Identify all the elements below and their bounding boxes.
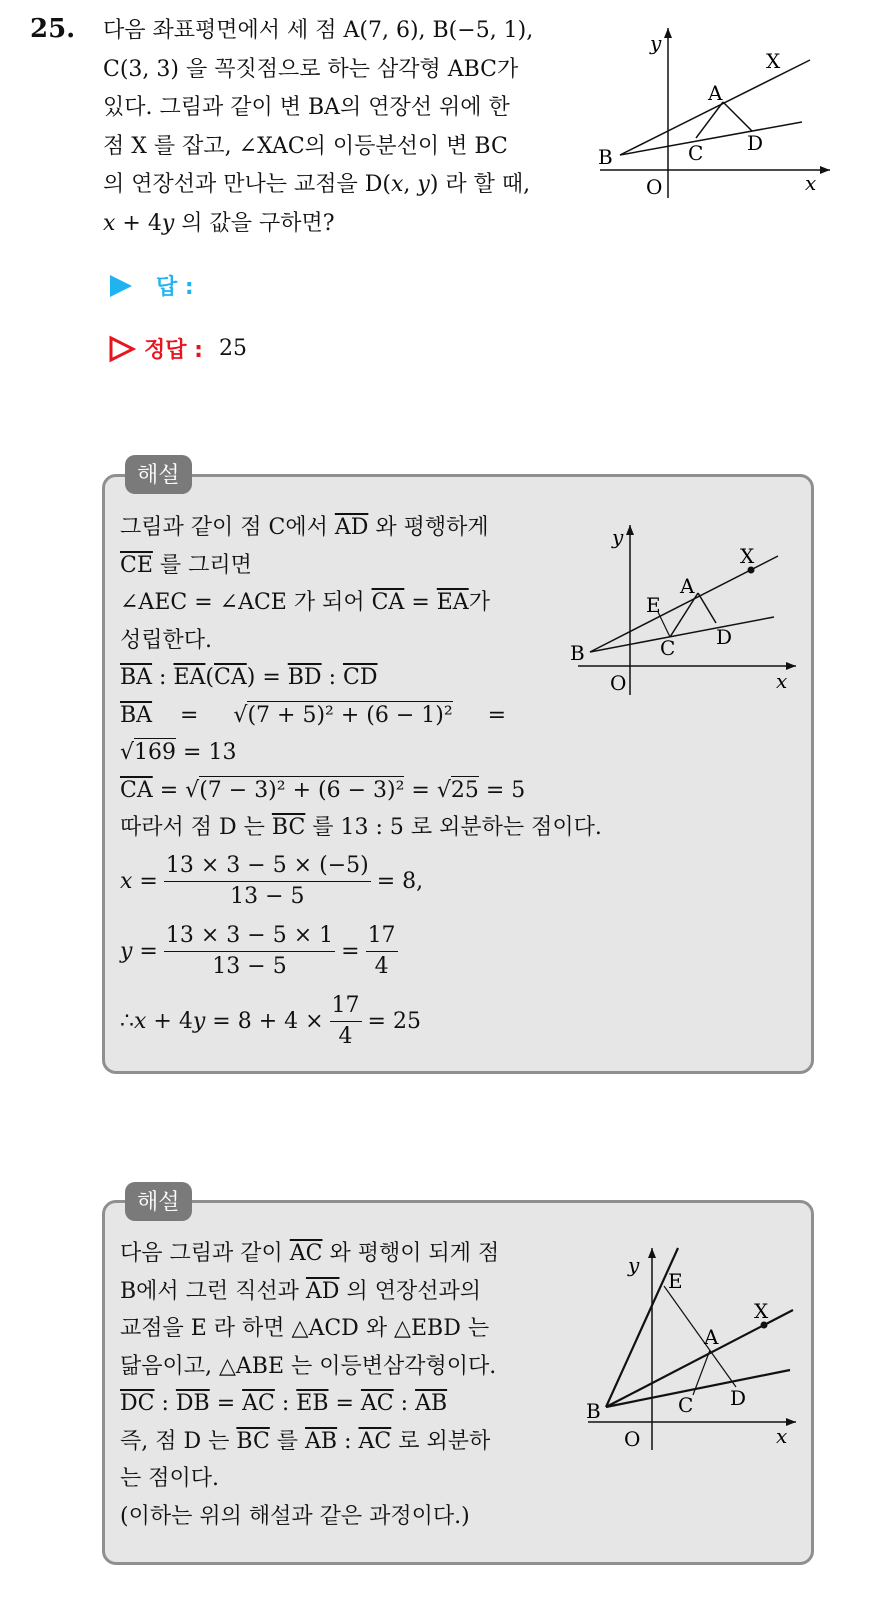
s2-label-O: O xyxy=(624,1427,641,1451)
solution1-line-1: 그림과 같이 점 C에서 $\overline{AD}$ 와 평행하게 xyxy=(120,515,489,540)
label-O: O xyxy=(646,175,663,199)
solution1-line-12: ∴ x + 4 y = 8 + 4 × $\frac{17}{4}$ = 25 xyxy=(120,993,421,1049)
s1-label-A: A xyxy=(680,574,695,598)
solution1-line-5: $\overline{BA}$ : $\overline{EA}(\overline{CA}) = \overline{BD}$ : $\overline{CD}$ xyxy=(120,665,378,690)
solution2-line-5: $\overline{DC}$ : $\overline{DB} = \overline{AC}$ : $\overline{EB} = \overline{AC}$ : $\overline{AB}$ xyxy=(120,1391,448,1416)
s2-label-y-axis: y xyxy=(628,1253,640,1277)
solution1-line-2: $\overline{CE}$ 를 그리면 xyxy=(120,552,252,578)
question-text xyxy=(103,12,583,243)
s1-label-x-axis: x xyxy=(776,669,788,693)
label-D: D xyxy=(747,131,764,155)
s2-label-A: A xyxy=(704,1325,719,1349)
solution1-line-9: 따라서 점 D 는 $\overline{BC}$ 를 13 : 5 로 외분하는 점이다. xyxy=(120,815,602,840)
solution2-line-3: 교점을 E 라 하면 △ACD 와 △EBD 는 xyxy=(120,1316,490,1341)
s2-label-X: X xyxy=(754,1299,769,1323)
s1-label-E: E xyxy=(646,593,661,617)
s2-label-B: B xyxy=(586,1399,601,1423)
solution2-line-4: 닮음이고, △ABE 는 이등변삼각형이다. xyxy=(120,1353,497,1379)
s2-label-E: E xyxy=(668,1269,683,1293)
solution1-line-3: ∠AEC = ∠ACE 가 되어 $\overline{CA} = \overline{EA}$가 xyxy=(120,590,490,615)
question-line-6: x + 4y 의 값을 구하면? xyxy=(103,210,335,236)
filled-triangle-icon xyxy=(108,273,134,299)
label-y-axis: y xyxy=(650,31,662,55)
question-number: 25. xyxy=(30,14,76,44)
correct-value: 25 xyxy=(218,336,247,361)
answer-row xyxy=(108,270,194,301)
s2-label-D: D xyxy=(730,1386,747,1410)
solution2-text xyxy=(120,1235,499,1535)
solution2-figure xyxy=(578,1240,804,1455)
solution2-line-6: 즉, 점 D 는 $\overline{BC}$ 를 $\overline{AB}$ : $\overline{AC}$ 로 외분하 xyxy=(120,1428,491,1454)
solution2-line-8: (이하는 위의 해설과 같은 과정이다.) xyxy=(120,1503,470,1529)
s1-label-O: O xyxy=(610,671,627,695)
s1-label-C: C xyxy=(660,636,676,660)
question-line-2: C(3, 3) 을 꼭짓점으로 하는 삼각형 ABC가 xyxy=(103,56,519,82)
label-X: X xyxy=(766,49,781,73)
label-x-axis: x xyxy=(805,171,817,195)
solution1-text xyxy=(120,509,602,1057)
solution1-line-8: $\overline{CA} = √(7 - 3)^2 + (6 - 3)^2 = √25 = 5$ xyxy=(120,777,526,803)
solution-tag-2: 해설 xyxy=(125,1182,192,1221)
question-line-3: 있다. 그림과 같이 변 BA의 연장선 위에 한 xyxy=(103,95,510,120)
label-C: C xyxy=(688,141,704,165)
question-line-5: 의 연장선과 만나는 교점을 D(x, y) 라 할 때, xyxy=(103,172,531,197)
question-line-1: 다음 좌표평면에서 세 점 A(7, 6), B(−5, 1), xyxy=(103,18,534,43)
solution1-figure xyxy=(568,520,804,700)
solution1-line-7: √169 = 13 xyxy=(120,740,237,765)
outline-triangle-icon xyxy=(108,335,136,363)
correct-label: 정답 : xyxy=(144,338,203,363)
s2-label-x-axis: x xyxy=(776,1424,788,1448)
question-line-4: 점 X 를 잡고, ∠XAC의 이등분선이 변 BC xyxy=(103,133,508,159)
solution1-line-4: 성립한다. xyxy=(120,627,213,653)
solution1-line-10: x = $\frac{13 \times 3 - 5 \times (-5)}{13 - 5}$ = 8, xyxy=(120,853,424,909)
answer-label: 답 : xyxy=(156,275,194,300)
solution1-line-6: $\overline{BA}$ = √(7 + 5)² + (6 − 1)² = xyxy=(120,702,507,728)
s2-label-C: C xyxy=(678,1393,694,1417)
correct-answer-row xyxy=(108,333,247,364)
label-B: B xyxy=(598,145,613,169)
solution-tag-1: 해설 xyxy=(125,455,192,494)
s1-label-y-axis: y xyxy=(612,525,624,549)
s1-label-B: B xyxy=(570,641,585,665)
solution1-line-11: y = $\frac{13 \times 3 - 5 \times 1}{13 - 5}$ = $\frac{17}{4}$ xyxy=(120,923,396,979)
question-figure xyxy=(590,20,850,205)
s1-label-X: X xyxy=(740,544,755,568)
solution2-line-2: B에서 그런 직선과 $\overline{AD}$ 의 연장선과의 xyxy=(120,1278,481,1304)
label-A: A xyxy=(708,81,723,105)
solution2-line-7: 는 점이다. xyxy=(120,1466,219,1491)
s1-label-D: D xyxy=(716,625,733,649)
solution2-line-1: 다음 그림과 같이 $\overline{AC}$ 와 평행이 되게 점 xyxy=(120,1241,500,1266)
